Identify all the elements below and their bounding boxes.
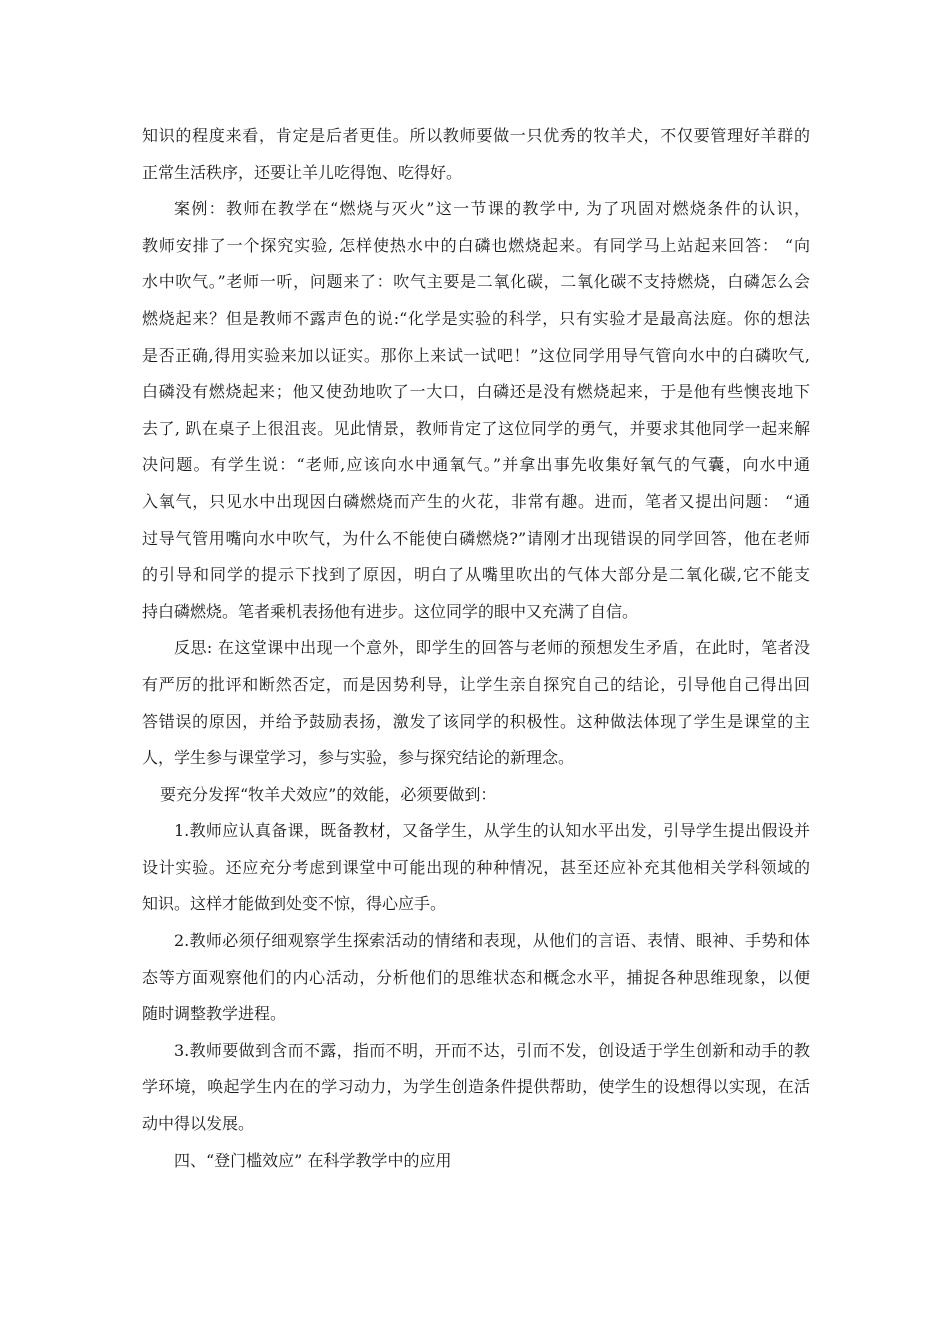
text-line: 有严厉的批评和断然否定，而是因势利导，让学生亲自探究自己的结论，引导他自己得出回 xyxy=(142,674,810,694)
paragraph xyxy=(142,1033,810,1143)
paragraph xyxy=(142,630,810,776)
text-line: 答错误的原因，并给予鼓励表扬，激发了该同学的积极性。这种做法体现了学生是课堂的主 xyxy=(142,711,810,731)
text-line: 燃烧起来？但是教师不露声色的说:“化学是实验的科学，只有实验才是最高法庭。你的想法 xyxy=(142,308,810,328)
paragraph xyxy=(142,923,810,1033)
text-line: 要充分发挥“牧羊犬效应”的效能，必须要做到： xyxy=(160,784,497,804)
text-line: 白磷没有燃烧起来；他又使劲地吹了一大口，白磷还是没有燃烧起来，于是他有些懊丧地下 xyxy=(142,382,810,402)
paragraph xyxy=(142,1143,810,1180)
text-line: 动中得以发展。 xyxy=(142,1114,255,1134)
text-line: 知识的程度来看，肯定是后者更佳。所以教师要做一只优秀的牧羊犬，不仅要管理好羊群的 xyxy=(142,126,810,145)
paragraph xyxy=(142,118,810,191)
document-body xyxy=(142,118,810,1179)
text-line: 知识。这样才能做到处变不惊，得心应手。 xyxy=(142,894,447,914)
text-line: 水中吹气。”老师一听，问题来了：吹气主要是二氧化碳，二氧化碳不支持燃烧，白磷怎么会 xyxy=(142,272,810,292)
text-line: 过导气管用嘴向水中吹气，为什么不能使白磷燃烧?”请刚才出现错误的同学回答，他在老师 xyxy=(142,528,810,548)
text-line: 1.教师应认真备课，既备教材，又备学生，从学生的认知水平出发，引导学生提出假设并 xyxy=(174,821,810,841)
text-line: 2.教师必须仔细观察学生探索活动的情绪和表现，从他们的言语、表情、眼神、手势和体 xyxy=(174,931,810,951)
text-line: 去了, 趴在桌子上很沮丧。见此情景，教师肯定了这位同学的勇气，并要求其他同学一起来解 xyxy=(142,418,810,438)
paragraph xyxy=(142,813,810,923)
text-line: 正常生活秩序，还要让羊儿吃得饱、吃得好。 xyxy=(142,162,463,182)
text-line: 持白磷燃烧。笔者乘机表扬他有进步。这位同学的眼中又充满了自信。 xyxy=(142,601,639,621)
text-line: 人，学生参与课堂学习，参与实验，参与探究结论的新理念。 xyxy=(142,748,575,768)
paragraph xyxy=(142,777,810,814)
text-line: 教师安排了一个探究实验, 怎样使热水中的白磷也燃烧起来。有同学马上站起来回答： “向 xyxy=(142,235,810,255)
text-line: 学环境，唤起学生内在的学习动力，为学生创造条件提供帮助，使学生的设想得以实现，在活 xyxy=(142,1077,810,1097)
text-line: 态等方面观察他们的内心活动，分析他们的思维状态和概念水平，捕捉各种思维现象，以便 xyxy=(142,967,810,987)
text-line: 入氧气，只见水中出现因白磷燃烧而产生的火花，非常有趣。进而，笔者又提出问题： “通 xyxy=(142,491,810,511)
text-line: 四、“登门槛效应” 在科学教学中的应用 xyxy=(174,1150,452,1170)
text-line: 的引导和同学的提示下找到了原因，明白了从嘴里吹出的气体大部分是二氧化碳,它不能支 xyxy=(142,565,810,585)
text-line: 反思: 在这堂课中出现一个意外，即学生的回答与老师的预想发生矛盾，在此时，笔者没 xyxy=(174,638,810,658)
paragraph xyxy=(142,191,810,630)
text-line: 决问题。有学生说：“老师,应该向水中通氧气。”并拿出事先收集好氧气的气囊，向水中通 xyxy=(142,455,810,475)
text-line: 3.教师要做到含而不露，指而不明，开而不达，引而不发，创设适于学生创新和动手的教 xyxy=(174,1040,810,1060)
text-line: 是否正确,得用实验来加以证实。那你上来试一试吧！”这位同学用导气管向水中的白磷吹气, xyxy=(142,345,810,365)
text-line: 随时调整教学进程。 xyxy=(142,1004,287,1024)
text-line: 设计实验。还应充分考虑到课堂中可能出现的种种情况，甚至还应补充其他相关学科领域的 xyxy=(142,857,810,877)
text-line: 案例：教师在教学在“燃烧与灭火”这一节课的教学中, 为了巩固对燃烧条件的认识， xyxy=(174,199,810,219)
